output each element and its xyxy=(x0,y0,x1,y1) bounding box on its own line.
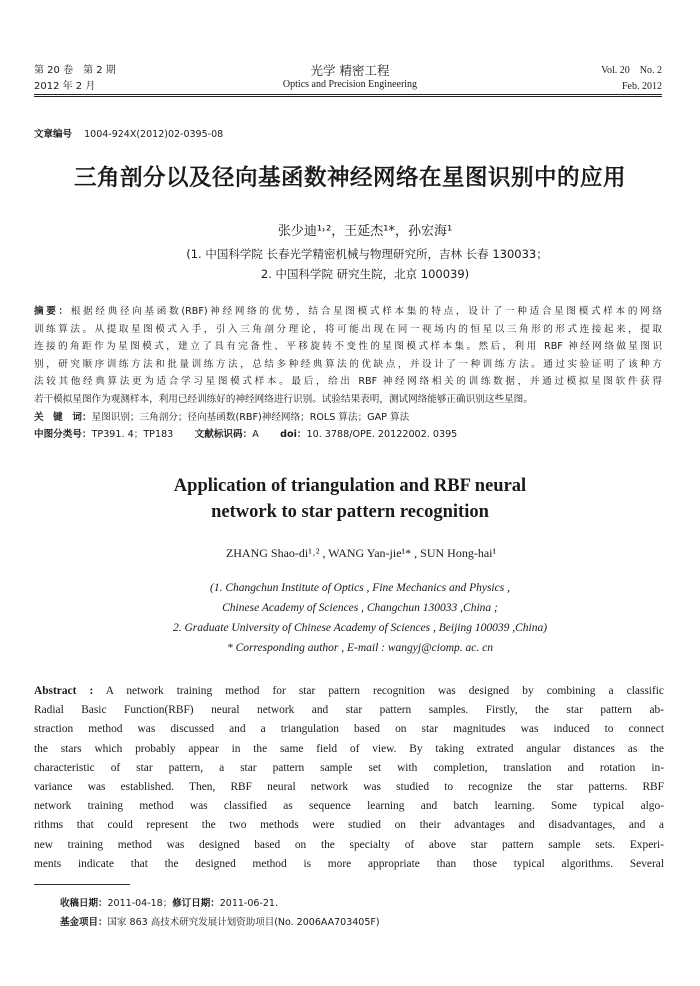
abstract-en-line: the stars which probably appear in the same field of view. By taking extrated angular distances as the xyxy=(34,742,664,755)
keywords-cn-value: 星图识别；三角剖分；径向基函数(RBF)神经网络；ROLS 算法；GAP 算法 xyxy=(91,411,410,423)
received-value: 2011-04-18； xyxy=(107,898,173,909)
keywords-cn xyxy=(34,409,662,427)
abstract-cn-label: 摘要： xyxy=(34,306,71,317)
header-journal-en: Optics and Precision Engineering xyxy=(282,79,418,90)
title-en-line-1: Application of triangulation and RBF neural xyxy=(173,476,527,496)
fund-value: 国家 863 高技术研究发展计划资助项目(No. 2006AA703405F) xyxy=(107,917,380,928)
fund-label: 基金项目： xyxy=(60,917,108,928)
affiliations-en xyxy=(0,578,700,658)
abstract-en-label: Abstract : xyxy=(34,685,94,697)
abstract-en-line: ments indicate that the designed method is more appropriate than those typical algorithms. Several xyxy=(34,857,664,870)
header-rule xyxy=(34,94,662,95)
header-vol-issue-en: Vol. 20 No. 2 xyxy=(601,65,662,76)
abstract-en-line: new training method was designed based on the specialty of above star pattern sample sets. Experi- xyxy=(34,838,664,851)
clc-value: TP391. 4；TP183 xyxy=(91,429,174,441)
abstract-en-line: Radial Basic Function(RBF) neural network and star pattern samples. Firstly, the star pattern ab- xyxy=(34,704,664,717)
header-date-cn: 2012 年 2 月 xyxy=(34,81,96,92)
abstract-cn-line: 训练算法。从提取星图模式入手，引入三角剖分理论，将可能出现在同一视场内的恒星以三角形的形式连接起来，提取 xyxy=(34,323,662,335)
title-cn: 三角剖分以及径向基函数神经网络在星图识别中的应用 xyxy=(73,165,626,191)
header-journal-cn: 光学 精密工程 xyxy=(310,63,390,78)
abstract-en-line: rithms that could represent the two methods were studied on their advantages and disadvantages, and a xyxy=(34,819,664,832)
affiliation-en-2: Chinese Academy of Sciences , Changchun 130033 ,China ; xyxy=(222,602,498,614)
affiliation-cn-1: (1. 中国科学院 长春光学精密机械与物理研究所，吉林 长春 130033； xyxy=(186,247,548,261)
abstract-cn-line: 法较其他经典算法更为适合学习星图模式样本。最后，给出 RBF 神经网络相关的训练数据，并通过模拟星图软件获得 xyxy=(34,376,662,388)
abstract-cn-line: 连接的角距作为星图模式，建立了具有完备性、平移旋转不变性的星图模式样本集。然后，利用 RBF 神经网络做星图识 xyxy=(34,341,662,353)
abstract-en-line: variance was established. Then, RBF neural network was studied to recognize the star patterns. RBF xyxy=(34,781,664,794)
abstract-cn-line-text: 根据经典径向基函数(RBF)神经网络的优势，结合星图模式样本集的特点，设计了一种适合星图模式样本的网络 xyxy=(70,306,662,317)
article-number-label: 文章编号 xyxy=(34,129,73,140)
header-vol-issue-cn: 第 20 卷 第 2 期 xyxy=(34,65,116,76)
keywords-cn-label: 关 键 词： xyxy=(34,411,92,423)
authors-en: ZHANG Shao-di¹˒² , WANG Yan-jie¹* , SUN Hong-hai¹ xyxy=(225,546,497,560)
abstract-cn xyxy=(34,303,662,444)
article-number xyxy=(34,126,223,140)
revised-label: 修订日期： xyxy=(172,898,220,909)
header-date-en: Feb. 2012 xyxy=(622,81,662,92)
clc-label: 中图分类号： xyxy=(34,429,92,441)
header-rule-thin xyxy=(34,96,662,97)
doi-value: 10. 3788/OPE. 20122002. 0395 xyxy=(306,429,458,441)
article-number-value: 1004-924X(2012)02-0395-08 xyxy=(84,129,224,140)
affiliation-en-3: 2. Graduate University of Chinese Academy of Sciences , Beijing 100039 ,China) xyxy=(172,622,548,634)
abstract-en-line xyxy=(34,682,664,701)
classification-line xyxy=(34,426,662,444)
authors-cn: 张少迪¹˒²，王延杰¹*，孙宏海¹ xyxy=(277,224,453,239)
abstract-cn-line: 若干模拟星图作为观测样本，利用已经训练好的神经网络进行识别。试验结果表明，测试网络能够正确识别这些星图。 xyxy=(34,393,533,405)
affiliation-en-1: (1. Changchun Institute of Optics , Fine Mechanics and Physics , xyxy=(210,582,510,594)
abstract-cn-line xyxy=(34,303,662,321)
title-en-line-2: network to star pattern recognition xyxy=(211,502,489,522)
title-en xyxy=(0,473,700,525)
received-label: 收稿日期： xyxy=(60,898,108,909)
doccode-value: A xyxy=(252,429,259,441)
abstract-en-line: straction method was discussed and a triangulation based on star magnitudes was induced to connect xyxy=(34,723,664,736)
abstract-cn-line: 别，研究顺序训练方法和批量训练方法，总结多种经典算法的优缺点，并设计了一种训练方法。通过实验证明了该种方 xyxy=(34,358,662,370)
footnote-rule xyxy=(34,884,130,885)
revised-value: 2011-06-21. xyxy=(219,898,278,909)
doi-label: doi： xyxy=(280,429,307,441)
abstract-en-line: network training method was classified as sequence learning and batch learning. Some typical algo- xyxy=(34,800,664,813)
corresponding-author: * Corresponding author , E-mail : wangyj@ciomp. ac. cn xyxy=(226,642,493,654)
affiliation-cn-2: 2. 中国科学院 研究生院，北京 100039) xyxy=(260,267,470,281)
footnote-fund xyxy=(60,914,380,928)
doccode-label: 文献标识码： xyxy=(194,429,253,441)
abstract-en-line: characteristic of star pattern, a star pattern sample set with completion, translation and rotation in- xyxy=(34,761,664,774)
abstract-en xyxy=(34,682,664,874)
abstract-en-line-text: A network training method for star pattern recognition was designed by combining a classific xyxy=(105,685,664,697)
footnote-dates xyxy=(60,895,278,909)
